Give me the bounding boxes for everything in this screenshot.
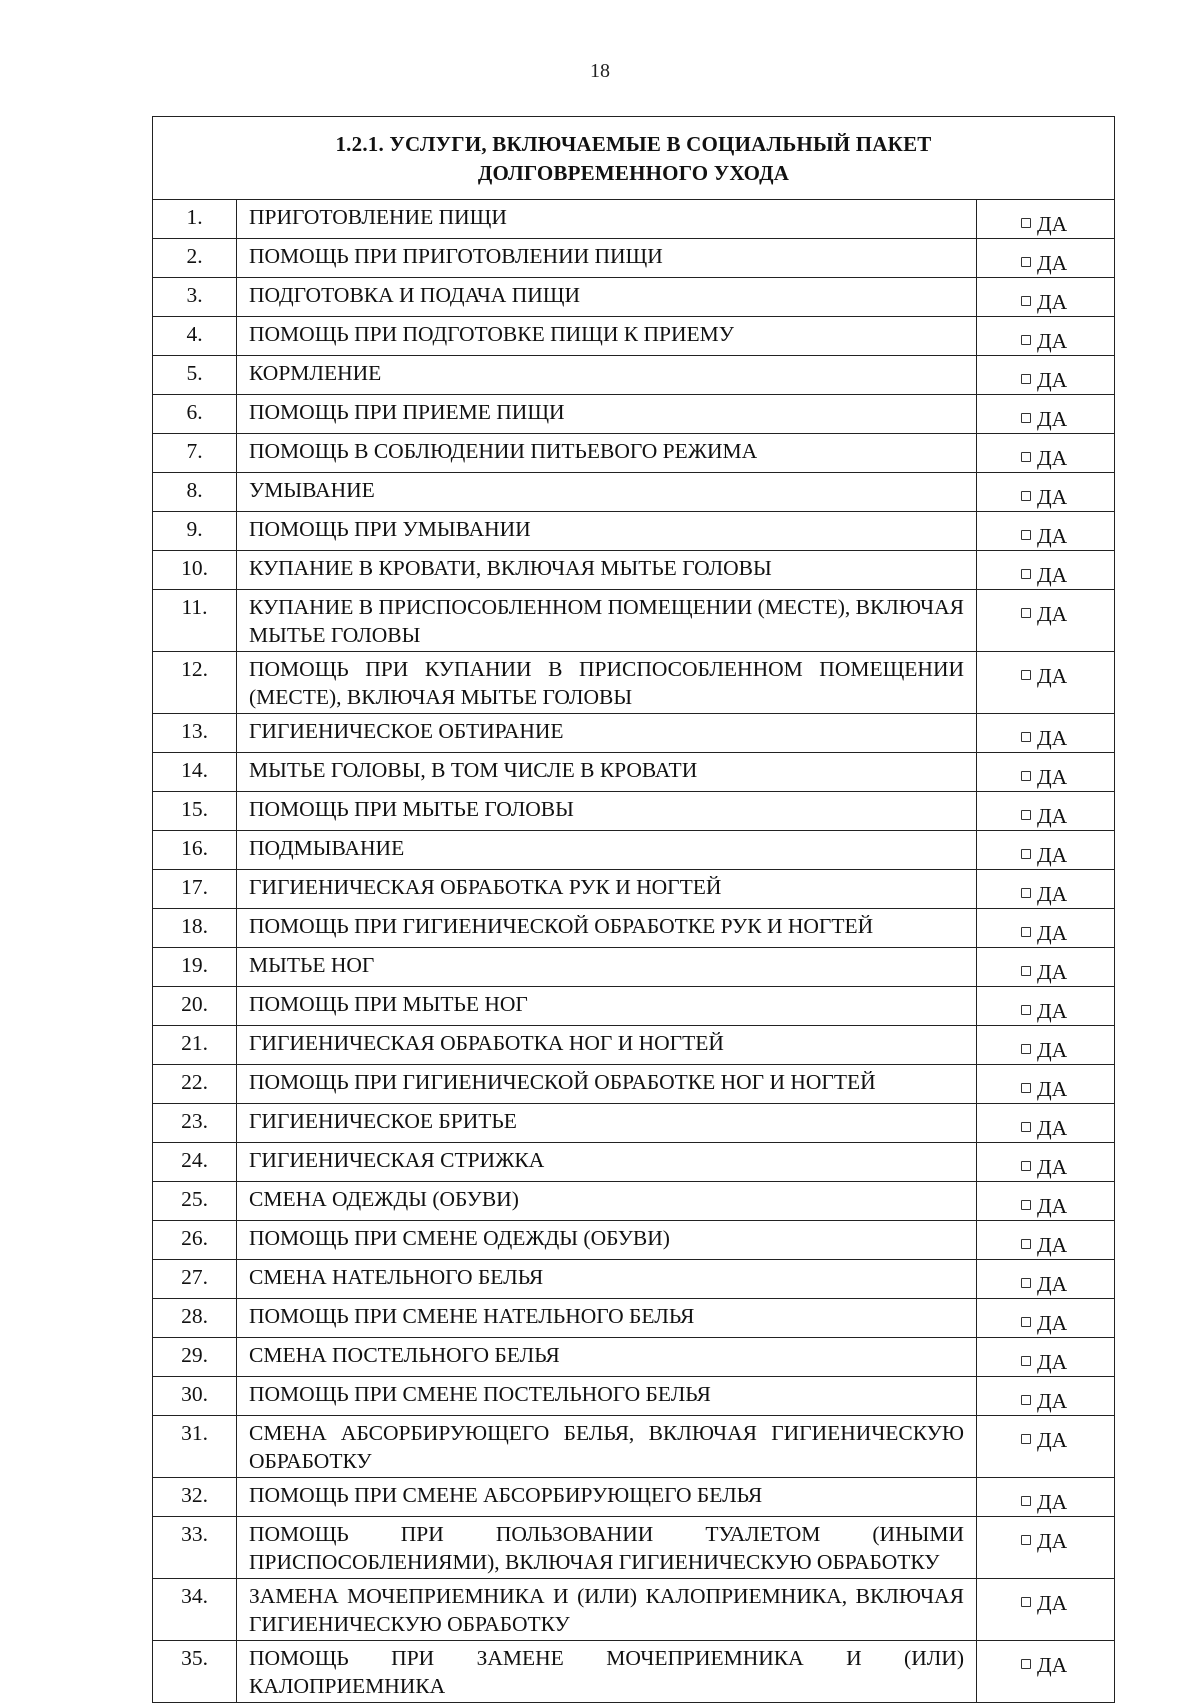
checkbox-empty-icon[interactable] xyxy=(1021,927,1031,937)
checkbox-empty-icon[interactable] xyxy=(1021,491,1031,501)
service-name: ПОДГОТОВКА И ПОДАЧА ПИЩИ xyxy=(237,278,977,317)
yes-checkbox[interactable] xyxy=(977,714,1115,753)
service-name: ПОМОЩЬ ПРИ СМЕНЕ ОДЕЖДЫ (ОБУВИ) xyxy=(237,1221,977,1260)
yes-label: ДА xyxy=(1037,329,1068,353)
yes-checkbox[interactable] xyxy=(977,831,1115,870)
section-title xyxy=(153,117,1115,200)
yes-checkbox[interactable] xyxy=(977,1143,1115,1182)
service-row-11 xyxy=(153,590,1115,652)
service-row-9 xyxy=(153,512,1115,551)
row-number: 23. xyxy=(153,1104,237,1143)
service-row-8 xyxy=(153,473,1115,512)
checkbox-empty-icon[interactable] xyxy=(1021,1434,1031,1444)
row-number: 29. xyxy=(153,1338,237,1377)
checkbox-empty-icon[interactable] xyxy=(1021,413,1031,423)
service-row-19 xyxy=(153,948,1115,987)
yes-checkbox[interactable] xyxy=(977,1182,1115,1221)
checkbox-empty-icon[interactable] xyxy=(1021,849,1031,859)
service-row-18 xyxy=(153,909,1115,948)
service-row-34 xyxy=(153,1579,1115,1641)
service-name: КУПАНИЕ В ПРИСПОСОБЛЕННОМ ПОМЕЩЕНИИ (МЕСТЕ), ВКЛЮЧАЯ МЫТЬЕ ГОЛОВЫ xyxy=(237,590,977,652)
checkbox-empty-icon[interactable] xyxy=(1021,335,1031,345)
service-name: ПРИГОТОВЛЕНИЕ ПИЩИ xyxy=(237,200,977,239)
row-number: 31. xyxy=(153,1416,237,1478)
row-number: 15. xyxy=(153,792,237,831)
yes-label: ДА xyxy=(1037,843,1068,867)
service-row-26 xyxy=(153,1221,1115,1260)
service-row-30 xyxy=(153,1377,1115,1416)
yes-label: ДА xyxy=(1037,368,1068,392)
service-name: ГИГИЕНИЧЕСКАЯ ОБРАБОТКА НОГ И НОГТЕЙ xyxy=(237,1026,977,1065)
yes-label: ДА xyxy=(1037,1272,1068,1296)
checkbox-empty-icon[interactable] xyxy=(1021,1395,1031,1405)
service-row-32 xyxy=(153,1478,1115,1517)
yes-label: ДА xyxy=(1037,1428,1068,1452)
checkbox-empty-icon[interactable] xyxy=(1021,1044,1031,1054)
yes-checkbox[interactable] xyxy=(977,1641,1115,1703)
yes-checkbox[interactable] xyxy=(977,356,1115,395)
service-name: ГИГИЕНИЧЕСКАЯ СТРИЖКА xyxy=(237,1143,977,1182)
yes-checkbox[interactable] xyxy=(977,200,1115,239)
yes-label: ДА xyxy=(1037,563,1068,587)
row-number: 28. xyxy=(153,1299,237,1338)
service-row-13 xyxy=(153,714,1115,753)
checkbox-empty-icon[interactable] xyxy=(1021,530,1031,540)
checkbox-empty-icon[interactable] xyxy=(1021,1083,1031,1093)
row-number: 22. xyxy=(153,1065,237,1104)
checkbox-empty-icon[interactable] xyxy=(1021,966,1031,976)
checkbox-empty-icon[interactable] xyxy=(1021,732,1031,742)
yes-checkbox[interactable] xyxy=(977,1517,1115,1579)
service-row-21 xyxy=(153,1026,1115,1065)
service-row-2 xyxy=(153,239,1115,278)
yes-label: ДА xyxy=(1037,212,1068,236)
row-number: 13. xyxy=(153,714,237,753)
service-name: ПОМОЩЬ ПРИ ПОДГОТОВКЕ ПИЩИ К ПРИЕМУ xyxy=(237,317,977,356)
service-row-17 xyxy=(153,870,1115,909)
checkbox-empty-icon[interactable] xyxy=(1021,670,1031,680)
checkbox-empty-icon[interactable] xyxy=(1021,1200,1031,1210)
section-title-line2: ДОЛГОВРЕМЕННОГО УХОДА xyxy=(477,161,790,185)
yes-label: ДА xyxy=(1037,290,1068,314)
service-row-16 xyxy=(153,831,1115,870)
yes-label: ДА xyxy=(1037,1155,1068,1179)
row-number: 17. xyxy=(153,870,237,909)
service-row-27 xyxy=(153,1260,1115,1299)
yes-label: ДА xyxy=(1037,1591,1068,1615)
service-row-28 xyxy=(153,1299,1115,1338)
service-name: ПОДМЫВАНИЕ xyxy=(237,831,977,870)
service-name: СМЕНА АБСОРБИРУЮЩЕГО БЕЛЬЯ, ВКЛЮЧАЯ ГИГИЕНИЧЕСКУЮ ОБРАБОТКУ xyxy=(237,1416,977,1478)
row-number: 10. xyxy=(153,551,237,590)
service-row-14 xyxy=(153,753,1115,792)
service-name: ПОМОЩЬ ПРИ СМЕНЕ НАТЕЛЬНОГО БЕЛЬЯ xyxy=(237,1299,977,1338)
checkbox-empty-icon[interactable] xyxy=(1021,296,1031,306)
row-number: 6. xyxy=(153,395,237,434)
service-name: ЗАМЕНА МОЧЕПРИЕМНИКА И (ИЛИ) КАЛОПРИЕМНИКА, ВКЛЮЧАЯ ГИГИЕНИЧЕСКУЮ ОБРАБОТКУ xyxy=(237,1579,977,1641)
service-name: ПОМОЩЬ В СОБЛЮДЕНИИ ПИТЬЕВОГО РЕЖИМА xyxy=(237,434,977,473)
checkbox-empty-icon[interactable] xyxy=(1021,257,1031,267)
yes-label: ДА xyxy=(1037,1389,1068,1413)
yes-checkbox[interactable] xyxy=(977,590,1115,652)
row-number: 5. xyxy=(153,356,237,395)
service-row-1 xyxy=(153,200,1115,239)
row-number: 27. xyxy=(153,1260,237,1299)
service-row-29 xyxy=(153,1338,1115,1377)
checkbox-empty-icon[interactable] xyxy=(1021,218,1031,228)
service-row-31 xyxy=(153,1416,1115,1478)
row-number: 14. xyxy=(153,753,237,792)
yes-label: ДА xyxy=(1037,804,1068,828)
yes-label: ДА xyxy=(1037,1350,1068,1374)
yes-checkbox[interactable] xyxy=(977,239,1115,278)
row-number: 32. xyxy=(153,1478,237,1517)
yes-label: ДА xyxy=(1037,524,1068,548)
row-number: 2. xyxy=(153,239,237,278)
checkbox-empty-icon[interactable] xyxy=(1021,1597,1031,1607)
service-row-4 xyxy=(153,317,1115,356)
services-rows xyxy=(153,200,1115,1703)
services-table xyxy=(152,116,1115,1703)
yes-checkbox[interactable] xyxy=(977,870,1115,909)
row-number: 34. xyxy=(153,1579,237,1641)
service-row-23 xyxy=(153,1104,1115,1143)
yes-checkbox[interactable] xyxy=(977,551,1115,590)
checkbox-empty-icon[interactable] xyxy=(1021,374,1031,384)
service-name: ГИГИЕНИЧЕСКОЕ ОБТИРАНИЕ xyxy=(237,714,977,753)
checkbox-empty-icon[interactable] xyxy=(1021,1496,1031,1506)
service-row-10 xyxy=(153,551,1115,590)
service-row-33 xyxy=(153,1517,1115,1579)
row-number: 21. xyxy=(153,1026,237,1065)
checkbox-empty-icon[interactable] xyxy=(1021,888,1031,898)
checkbox-empty-icon[interactable] xyxy=(1021,810,1031,820)
checkbox-empty-icon[interactable] xyxy=(1021,1005,1031,1015)
service-name: ПОМОЩЬ ПРИ СМЕНЕ АБСОРБИРУЮЩЕГО БЕЛЬЯ xyxy=(237,1478,977,1517)
row-number: 11. xyxy=(153,590,237,652)
yes-checkbox[interactable] xyxy=(977,987,1115,1026)
checkbox-empty-icon[interactable] xyxy=(1021,1659,1031,1669)
checkbox-empty-icon[interactable] xyxy=(1021,452,1031,462)
yes-checkbox[interactable] xyxy=(977,1104,1115,1143)
checkbox-empty-icon[interactable] xyxy=(1021,1278,1031,1288)
service-row-3 xyxy=(153,278,1115,317)
checkbox-empty-icon[interactable] xyxy=(1021,608,1031,618)
row-number: 30. xyxy=(153,1377,237,1416)
table-header-row xyxy=(153,117,1115,200)
row-number: 7. xyxy=(153,434,237,473)
yes-checkbox[interactable] xyxy=(977,512,1115,551)
yes-label: ДА xyxy=(1037,960,1068,984)
yes-checkbox[interactable] xyxy=(977,1338,1115,1377)
checkbox-empty-icon[interactable] xyxy=(1021,1535,1031,1545)
yes-label: ДА xyxy=(1037,1116,1068,1140)
yes-label: ДА xyxy=(1037,765,1068,789)
yes-label: ДА xyxy=(1037,1038,1068,1062)
yes-checkbox[interactable] xyxy=(977,395,1115,434)
yes-checkbox[interactable] xyxy=(977,278,1115,317)
service-row-7 xyxy=(153,434,1115,473)
yes-label: ДА xyxy=(1037,999,1068,1023)
row-number: 33. xyxy=(153,1517,237,1579)
yes-checkbox[interactable] xyxy=(977,948,1115,987)
service-row-5 xyxy=(153,356,1115,395)
row-number: 25. xyxy=(153,1182,237,1221)
yes-label: ДА xyxy=(1037,1653,1068,1677)
service-name: ПОМОЩЬ ПРИ ПРИГОТОВЛЕНИИ ПИЩИ xyxy=(237,239,977,278)
yes-label: ДА xyxy=(1037,485,1068,509)
service-name: МЫТЬЕ ГОЛОВЫ, В ТОМ ЧИСЛЕ В КРОВАТИ xyxy=(237,753,977,792)
yes-checkbox[interactable] xyxy=(977,317,1115,356)
row-number: 24. xyxy=(153,1143,237,1182)
row-number: 20. xyxy=(153,987,237,1026)
yes-checkbox[interactable] xyxy=(977,1221,1115,1260)
yes-label: ДА xyxy=(1037,407,1068,431)
yes-label: ДА xyxy=(1037,921,1068,945)
service-name: ПОМОЩЬ ПРИ ЗАМЕНЕ МОЧЕПРИЕМНИКА И (ИЛИ) КАЛОПРИЕМНИКА xyxy=(237,1641,977,1703)
service-row-15 xyxy=(153,792,1115,831)
service-row-6 xyxy=(153,395,1115,434)
row-number: 35. xyxy=(153,1641,237,1703)
service-name: ПОМОЩЬ ПРИ УМЫВАНИИ xyxy=(237,512,977,551)
service-name: СМЕНА ОДЕЖДЫ (ОБУВИ) xyxy=(237,1182,977,1221)
row-number: 16. xyxy=(153,831,237,870)
service-row-24 xyxy=(153,1143,1115,1182)
yes-checkbox[interactable] xyxy=(977,652,1115,714)
service-name: ПОМОЩЬ ПРИ КУПАНИИ В ПРИСПОСОБЛЕННОМ ПОМЕЩЕНИИ (МЕСТЕ), ВКЛЮЧАЯ МЫТЬЕ ГОЛОВЫ xyxy=(237,652,977,714)
service-name: МЫТЬЕ НОГ xyxy=(237,948,977,987)
row-number: 3. xyxy=(153,278,237,317)
yes-label: ДА xyxy=(1037,1529,1068,1553)
service-name: ПОМОЩЬ ПРИ МЫТЬЕ ГОЛОВЫ xyxy=(237,792,977,831)
service-name: ПОМОЩЬ ПРИ ГИГИЕНИЧЕСКОЙ ОБРАБОТКЕ РУК И НОГТЕЙ xyxy=(237,909,977,948)
yes-label: ДА xyxy=(1037,1490,1068,1514)
service-name: УМЫВАНИЕ xyxy=(237,473,977,512)
yes-checkbox[interactable] xyxy=(977,434,1115,473)
yes-checkbox[interactable] xyxy=(977,1416,1115,1478)
service-name: ПОМОЩЬ ПРИ ПРИЕМЕ ПИЩИ xyxy=(237,395,977,434)
yes-label: ДА xyxy=(1037,1077,1068,1101)
checkbox-empty-icon[interactable] xyxy=(1021,569,1031,579)
yes-checkbox[interactable] xyxy=(977,1299,1115,1338)
service-name: ПОМОЩЬ ПРИ ПОЛЬЗОВАНИИ ТУАЛЕТОМ (ИНЫМИ ПРИСПОСОБЛЕНИЯМИ), ВКЛЮЧАЯ ГИГИЕНИЧЕСКУЮ ОБРАБОТКУ xyxy=(237,1517,977,1579)
yes-checkbox[interactable] xyxy=(977,1260,1115,1299)
yes-label: ДА xyxy=(1037,251,1068,275)
row-number: 1. xyxy=(153,200,237,239)
service-name: КУПАНИЕ В КРОВАТИ, ВКЛЮЧАЯ МЫТЬЕ ГОЛОВЫ xyxy=(237,551,977,590)
yes-label: ДА xyxy=(1037,446,1068,470)
yes-label: ДА xyxy=(1037,664,1068,688)
row-number: 19. xyxy=(153,948,237,987)
checkbox-empty-icon[interactable] xyxy=(1021,1161,1031,1171)
row-number: 4. xyxy=(153,317,237,356)
yes-label: ДА xyxy=(1037,1311,1068,1335)
yes-label: ДА xyxy=(1037,602,1068,626)
service-name: КОРМЛЕНИЕ xyxy=(237,356,977,395)
service-name: ПОМОЩЬ ПРИ СМЕНЕ ПОСТЕЛЬНОГО БЕЛЬЯ xyxy=(237,1377,977,1416)
row-number: 8. xyxy=(153,473,237,512)
yes-checkbox[interactable] xyxy=(977,792,1115,831)
service-row-25 xyxy=(153,1182,1115,1221)
yes-label: ДА xyxy=(1037,882,1068,906)
yes-checkbox[interactable] xyxy=(977,753,1115,792)
yes-label: ДА xyxy=(1037,1233,1068,1257)
service-name: ГИГИЕНИЧЕСКАЯ ОБРАБОТКА РУК И НОГТЕЙ xyxy=(237,870,977,909)
service-row-22 xyxy=(153,1065,1115,1104)
checkbox-empty-icon[interactable] xyxy=(1021,1122,1031,1132)
service-row-20 xyxy=(153,987,1115,1026)
service-row-12 xyxy=(153,652,1115,714)
checkbox-empty-icon[interactable] xyxy=(1021,1239,1031,1249)
service-name: СМЕНА НАТЕЛЬНОГО БЕЛЬЯ xyxy=(237,1260,977,1299)
yes-checkbox[interactable] xyxy=(977,1579,1115,1641)
row-number: 12. xyxy=(153,652,237,714)
yes-label: ДА xyxy=(1037,1194,1068,1218)
row-number: 18. xyxy=(153,909,237,948)
row-number: 26. xyxy=(153,1221,237,1260)
yes-checkbox[interactable] xyxy=(977,1065,1115,1104)
yes-label: ДА xyxy=(1037,726,1068,750)
row-number: 9. xyxy=(153,512,237,551)
yes-checkbox[interactable] xyxy=(977,1026,1115,1065)
yes-checkbox[interactable] xyxy=(977,1377,1115,1416)
section-title-line1: 1.2.1. УСЛУГИ, ВКЛЮЧАЕМЫЕ В СОЦИАЛЬНЫЙ ПАКЕТ xyxy=(335,132,932,156)
yes-checkbox[interactable] xyxy=(977,909,1115,948)
yes-checkbox[interactable] xyxy=(977,473,1115,512)
yes-checkbox[interactable] xyxy=(977,1478,1115,1517)
checkbox-empty-icon[interactable] xyxy=(1021,1356,1031,1366)
service-name: ПОМОЩЬ ПРИ ГИГИЕНИЧЕСКОЙ ОБРАБОТКЕ НОГ И НОГТЕЙ xyxy=(237,1065,977,1104)
service-name: ГИГИЕНИЧЕСКОЕ БРИТЬЕ xyxy=(237,1104,977,1143)
page-number: 18 xyxy=(590,60,610,82)
service-name: СМЕНА ПОСТЕЛЬНОГО БЕЛЬЯ xyxy=(237,1338,977,1377)
checkbox-empty-icon[interactable] xyxy=(1021,1317,1031,1327)
service-name: ПОМОЩЬ ПРИ МЫТЬЕ НОГ xyxy=(237,987,977,1026)
service-row-35 xyxy=(153,1641,1115,1703)
checkbox-empty-icon[interactable] xyxy=(1021,771,1031,781)
